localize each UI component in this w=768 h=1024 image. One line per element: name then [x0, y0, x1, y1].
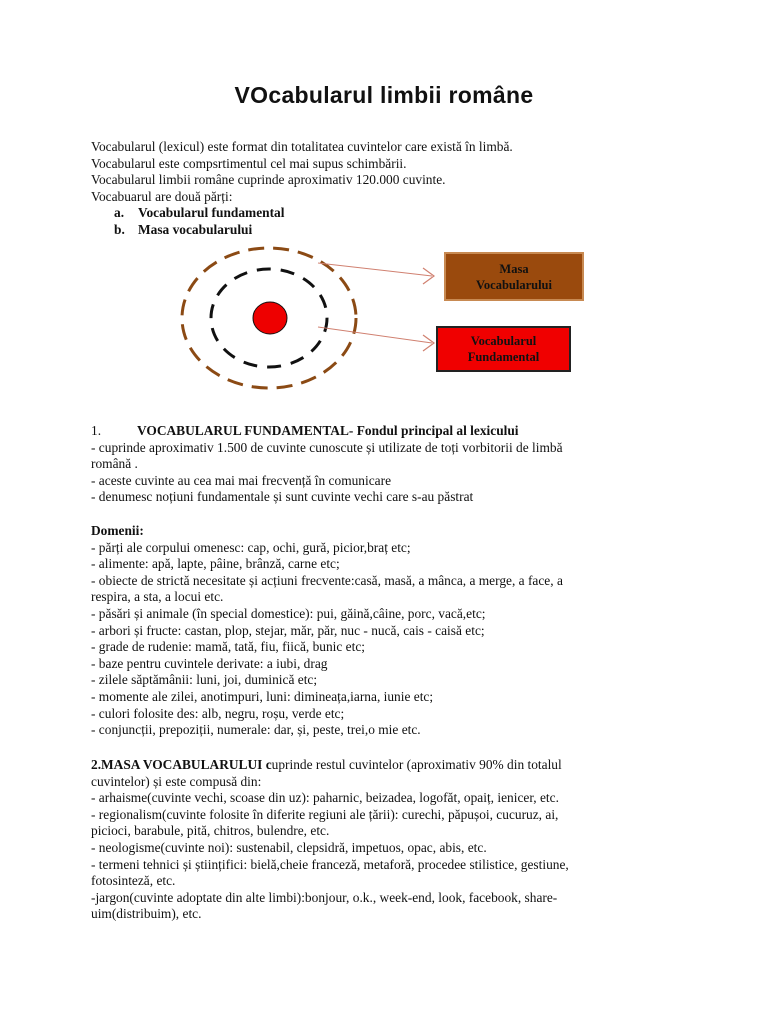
section-masa — [91, 757, 691, 923]
section-heading: VOCABULARUL FUNDAMENTAL- Fondul principal al lexicului — [137, 423, 519, 438]
box-label: Vocabularului — [476, 277, 552, 292]
text-line: - obiecte de strictă necesitate și acțiuni frecvente:casă, masă, a mânca, a merge, a face, a — [91, 572, 563, 588]
text-line: română . — [91, 456, 138, 472]
box-label: Vocabularul — [470, 334, 537, 348]
text-line: respira, a sta, a locui etc. — [91, 589, 224, 605]
text-line: - momente ale zilei, anotimpuri, luni: dimineața,iarna, iunie etc; — [91, 688, 434, 704]
intro-line: Vocabuarul are două părți: — [91, 188, 233, 204]
text-line: - zilele săptămânii: luni, joi, duminică etc; — [91, 672, 318, 688]
text-line: -jargon(cuvinte adoptate din alte limbi):bonjour, o.k., week-end, look, facebook, share- — [91, 889, 558, 905]
domains-block — [91, 523, 691, 739]
box-vocabular-fundamental — [436, 326, 571, 372]
text-line: - termeni tehnici și științifici: bielă,cheie franceză, metaforă, procedee stilistice, gestiune, — [91, 856, 569, 872]
intro-line: Vocabularul este compsrtimentul cel mai supus schimbării. — [91, 155, 407, 171]
text-line: - baze pentru cuvintele derivate: a iubi, drag — [91, 655, 328, 671]
text-line: - păsări și animale (în special domestice): pui, găină,câine, porc, vacă,etc; — [91, 605, 486, 621]
text-line: cuvintelor) și este compusă din: — [91, 773, 262, 789]
arrow-to-masa — [318, 263, 432, 276]
list-marker: b. — [114, 221, 125, 237]
text-line: - alimente: apă, lapte, pâine, brânză, carne etc; — [91, 556, 340, 572]
text-line: - aceste cuvinte au cea mai mai frecvență în comunicare — [91, 472, 392, 488]
text-line: picioci, barabule, pită, chitros, bulendre, etc. — [91, 823, 330, 839]
box-label: Masa — [499, 261, 529, 276]
text-line: uim(distribuim), etc. — [91, 906, 202, 922]
text-line: - arhaisme(cuvinte vechi, scoase din uz): paharnic, beizadea, logofăt, opaiț, ienicer, etc. — [91, 790, 559, 806]
text-line: - culori folosite des: alb, negru, roșu, verde etc; — [91, 705, 345, 721]
text-line: - cuprinde aproximativ 1.500 de cuvinte cunoscute și utilizate de toți vorbitorii de limbă — [91, 439, 563, 455]
text-line: - arbori și fructe: castan, plop, stejar, măr, păr, nuc - nucă, cais - caisă etc; — [91, 622, 485, 638]
text-line: - denumesc noțiuni fundamentale și sunt cuvinte vechi care s-au păstrat — [91, 489, 474, 505]
section-title — [91, 423, 691, 440]
text-line: - părți ale corpului omenesc: cap, ochi, gură, picior,braț etc; — [91, 539, 411, 555]
box-label: Fundamental — [467, 350, 540, 364]
box-masa-vocabularului — [444, 252, 584, 301]
text-line: - regionalism(cuvinte folosite în diferite regiuni ale țării): curechi, păpușoi, cucuruz, ai, — [91, 806, 559, 822]
section-number: 1. — [91, 423, 102, 438]
page-title: VOcabularul limbii române — [234, 82, 534, 108]
arrow-to-fundamental — [318, 327, 432, 343]
list-text: Vocabularul fundamental — [138, 205, 285, 221]
section-title — [91, 757, 691, 774]
text-line: fotosinteză, etc. — [91, 873, 176, 889]
list-text: Masa vocabularului — [138, 221, 253, 237]
text-line: - grade de rudenie: mamă, tată, fiu, fiică, bunic etc; — [91, 639, 366, 655]
intro-line: Vocabularul (lexicul) este format din totalitatea cuvintelor care există în limbă. — [91, 139, 513, 154]
text-line: - neologisme(cuvinte noi): sustenabil, clepsidră, impetuos, opac, abis, etc. — [91, 839, 487, 855]
section-fundamental — [91, 423, 691, 506]
section-heading-rest: uprinde restul cuvintelor (aproximativ 90% din totalul — [271, 757, 562, 772]
vocabulary-diagram — [0, 0, 768, 420]
core-circle — [253, 302, 287, 334]
intro-line: Vocabularul limbii române cuprinde aproximativ 120.000 cuvinte. — [91, 172, 446, 188]
domains-title: Domenii: — [91, 523, 144, 538]
list-marker: a. — [114, 205, 125, 221]
text-line: - conjuncții, prepoziții, numerale: dar, și, peste, trei,o mie etc. — [91, 722, 421, 738]
section-heading: 2.MASA VOCABULARULUI c — [91, 757, 272, 772]
